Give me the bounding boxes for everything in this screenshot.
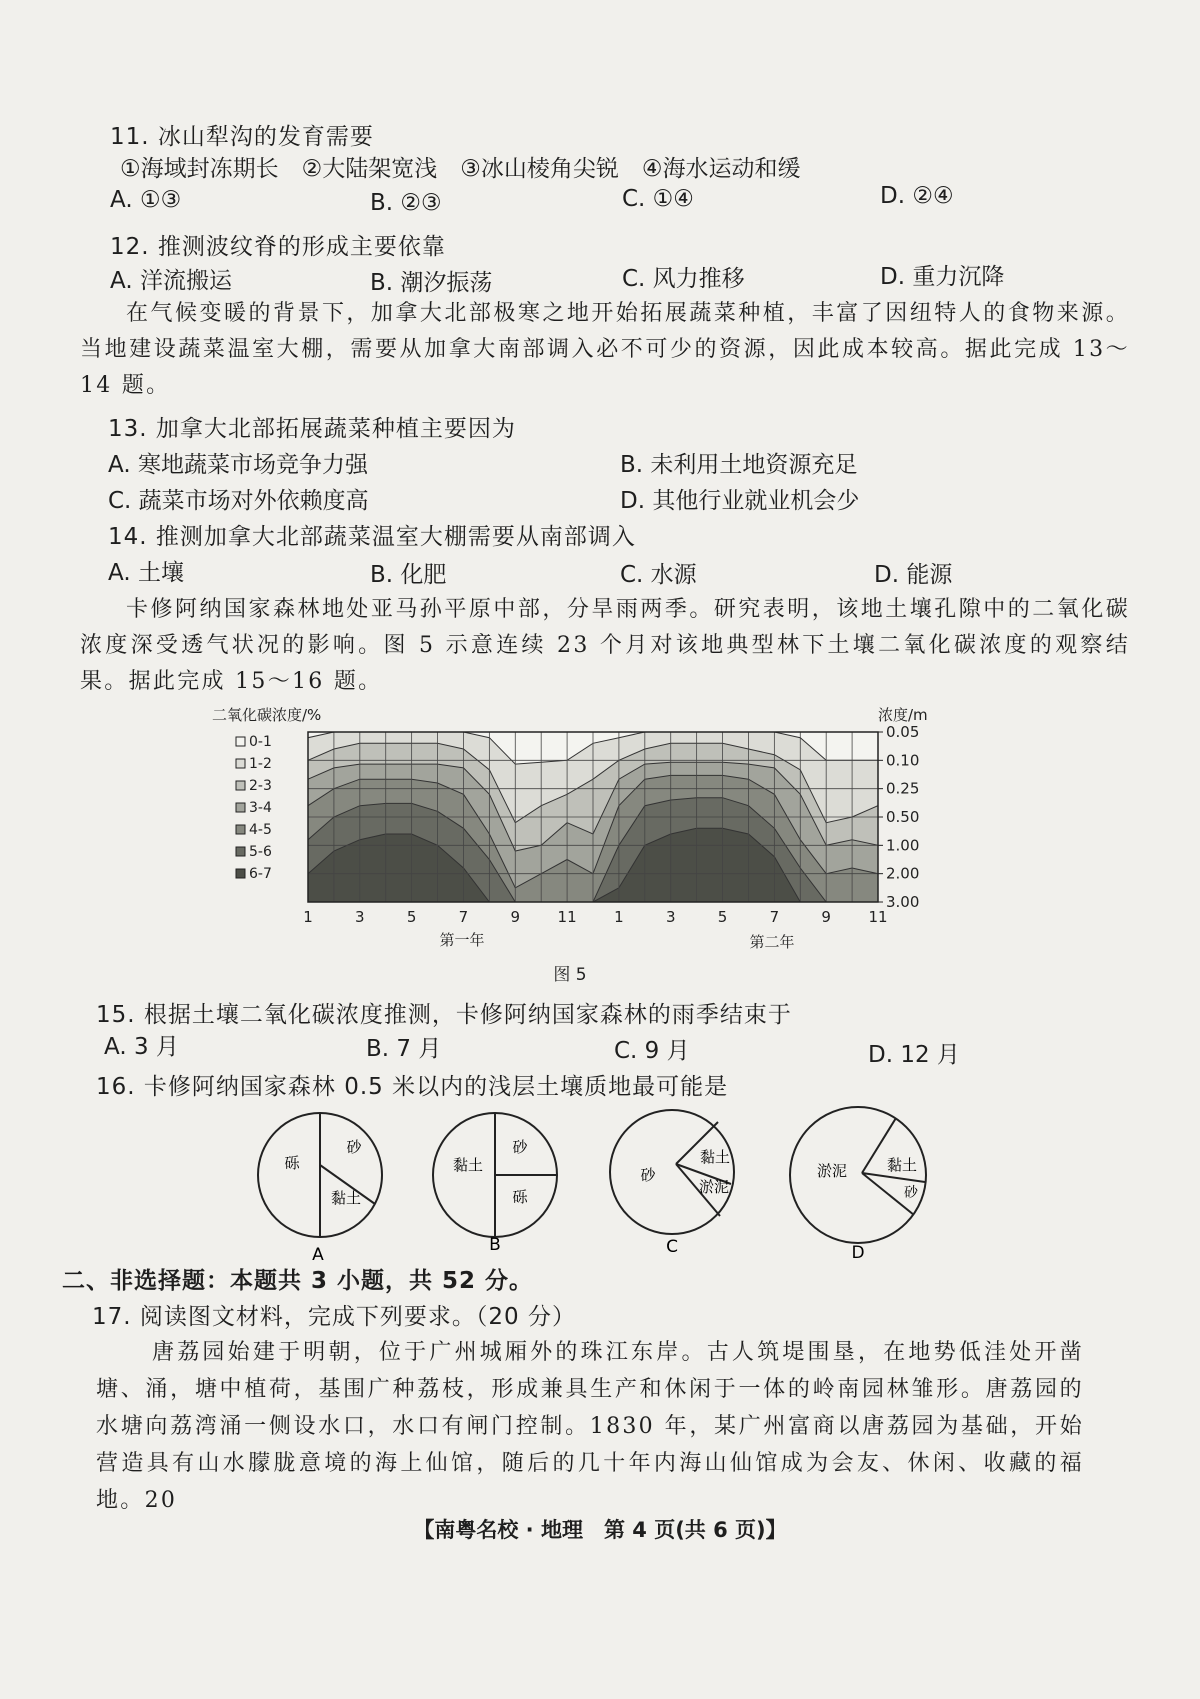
- q13-option-c: C. 蔬菜市场对外依赖度高: [108, 488, 369, 514]
- pie-b-letter: B: [489, 1235, 501, 1255]
- q11-option-b: B. ②③: [370, 190, 442, 216]
- q12-stem: 12. 推测波纹脊的形成主要依靠: [110, 234, 446, 260]
- x-tick-label: 11: [557, 908, 577, 926]
- q12-option-a: A. 洋流搬运: [110, 268, 232, 294]
- y-tick-label: 0.25: [886, 779, 920, 798]
- q11-stem: 11. 冰山犁沟的发育需要: [110, 124, 374, 150]
- legend-label: 6-7: [249, 866, 272, 882]
- legend-swatch: [236, 869, 245, 878]
- pie-a-label-1: 砾: [284, 1154, 300, 1172]
- q14-option-c: C. 水源: [620, 562, 697, 588]
- pie-a-letter: A: [312, 1245, 324, 1260]
- x-axis-ticks: [303, 908, 887, 926]
- pie-a-label-3: 黏土: [330, 1189, 362, 1207]
- x-tick-label: 11: [868, 908, 888, 926]
- x-tick-label: 1: [614, 908, 624, 926]
- legend-swatch: [236, 825, 245, 834]
- pie-c-label-3: 淤泥: [698, 1178, 730, 1196]
- y-tick-label: 0.10: [886, 751, 920, 770]
- legend-swatch: [236, 803, 245, 812]
- passage-2: 卡修阿纳国家森林地处亚马孙平原中部，分旱雨两季。研究表明，该地土壤孔隙中的二氧化碳浓度深受透气状况的影响。图 5 示意连续 23 个月对该地典型林下土壤二氧化碳浓度的观察结果。据此完成 15～16 题。: [80, 597, 1130, 694]
- section-2-heading: 二、非选择题：本题共 3 小题，共 52 分。: [62, 1268, 534, 1294]
- x-tick-label: 3: [665, 908, 676, 926]
- legend-label: 1-2: [249, 756, 272, 772]
- chart-legend: [236, 734, 272, 882]
- legend-label: 2-3: [249, 778, 272, 794]
- legend-swatch: [236, 847, 245, 856]
- x-group-year-1: 第一年: [439, 931, 485, 949]
- figure-caption: 图 5: [553, 965, 587, 985]
- legend-swatch: [236, 781, 245, 790]
- x-tick-label: 7: [769, 908, 780, 926]
- pie-d-label-3: 砂: [904, 1185, 918, 1201]
- chart-y-axis-label: 浓度/m: [878, 706, 928, 724]
- legend-label: 5-6: [249, 844, 272, 860]
- q11-option-c: C. ①④: [622, 186, 694, 212]
- q15-option-b: B. 7 月: [366, 1036, 442, 1062]
- q13-option-a: A. 寒地蔬菜市场竞争力强: [108, 452, 368, 478]
- x-tick-label: 7: [458, 908, 469, 926]
- y-tick-label: 2.00: [886, 864, 920, 883]
- q14-option-b: B. 化肥: [370, 562, 447, 588]
- q15-option-d: D. 12 月: [868, 1042, 960, 1068]
- pie-d: [790, 1107, 926, 1260]
- q15-option-a: A. 3 月: [104, 1034, 179, 1060]
- passage-1: 在气候变暖的背景下，加拿大北部极寒之地开始拓展蔬菜种植，丰富了因纽特人的食物来源。当地建设蔬菜温室大棚，需要从加拿大南部调入必不可少的资源，因此成本较高。据此完成 13～14 题。: [80, 301, 1130, 398]
- x-tick-label: 1: [303, 908, 313, 926]
- q11-option-d: D. ②④: [880, 183, 954, 209]
- legend-label: 3-4: [249, 800, 272, 816]
- y-axis-ticks: [878, 723, 919, 911]
- pie-c: [610, 1110, 734, 1257]
- y-tick-label: 0.50: [886, 808, 920, 826]
- q17-stem: 17. 阅读图文材料，完成下列要求。（20 分）: [92, 1304, 576, 1330]
- x-group-year-2: 第二年: [749, 933, 795, 951]
- pie-b-label-2: 砂: [512, 1138, 528, 1156]
- pie-a: [258, 1113, 382, 1260]
- y-tick-label: 1.00: [886, 836, 920, 855]
- pie-a-label-2: 砂: [346, 1138, 362, 1156]
- q16-stem: 16. 卡修阿纳国家森林 0.5 米以内的浅层土壤质地最可能是: [96, 1074, 729, 1100]
- chart-title: 二氧化碳浓度/%: [212, 706, 322, 724]
- q11-items: ①海域封冻期长 ②大陆架宽浅 ③冰山棱角尖锐 ④海水运动和缓: [120, 156, 801, 182]
- pie-d-label-2: 黏土: [886, 1156, 918, 1174]
- y-tick-label: 0.05: [886, 723, 920, 741]
- pie-c-letter: C: [666, 1237, 678, 1257]
- pie-c-label-1: 砂: [640, 1166, 656, 1184]
- q16-pie-options: [0, 1100, 1200, 1260]
- q14-option-d: D. 能源: [874, 562, 953, 588]
- q12-option-d: D. 重力沉降: [880, 264, 1005, 290]
- q15-stem: 15. 根据土壤二氧化碳浓度推测，卡修阿纳国家森林的雨季结束于: [96, 1002, 792, 1028]
- y-tick-label: 3.00: [886, 893, 920, 911]
- pie-b-label-1: 黏土: [452, 1156, 484, 1174]
- legend-swatch: [236, 759, 245, 768]
- q12-option-c: C. 风力推移: [622, 266, 745, 292]
- x-tick-label: 9: [821, 908, 831, 926]
- pie-c-label-2: 黏土: [699, 1148, 731, 1166]
- legend-swatch: [236, 737, 245, 746]
- q12-option-b: B. 潮汐振荡: [370, 270, 493, 296]
- pie-d-letter: D: [851, 1243, 865, 1260]
- x-tick-label: 5: [717, 908, 728, 926]
- q17-passage: 唐荔园始建于明朝，位于广州城厢外的珠江东岸。古人筑堤围垦，在地势低洼处开凿塘、涌，塘中植荷，基围广种荔枝，形成兼具生产和休闲于一体的岭南园林雏形。唐荔园的水塘向荔湾涌一侧设水口，水口有闸门控制。1830 年，某广州富商以唐荔园为基础，开始营造具有山水朦胧意境的海上仙馆，随后的几十年内海山仙馆成为会友、休闲、收藏的福地。20: [96, 1340, 1084, 1513]
- q14-stem: 14. 推测加拿大北部蔬菜温室大棚需要从南部调入: [108, 524, 636, 550]
- q15-option-c: C. 9 月: [614, 1038, 690, 1064]
- pie-b-label-3: 砾: [512, 1188, 528, 1206]
- q14-option-a: A. 土壤: [108, 560, 184, 586]
- q13-option-d: D. 其他行业就业机会少: [620, 488, 860, 514]
- q13-stem: 13. 加拿大北部拓展蔬菜种植主要因为: [108, 416, 516, 442]
- pie-d-label-1: 淤泥: [816, 1162, 848, 1180]
- figure-5-chart: [0, 700, 1200, 990]
- pie-b: [433, 1113, 557, 1255]
- q13-option-b: B. 未利用土地资源充足: [620, 452, 858, 478]
- q11-option-a: A. ①③: [110, 187, 182, 213]
- page-footer: 【南粤名校 · 地理 第 4 页(共 6 页)】: [413, 1518, 787, 1542]
- x-tick-label: 5: [406, 908, 417, 926]
- x-tick-label: 9: [510, 908, 521, 926]
- legend-label: 4-5: [249, 822, 272, 838]
- x-tick-label: 3: [355, 908, 365, 926]
- legend-label: 0-1: [249, 734, 272, 750]
